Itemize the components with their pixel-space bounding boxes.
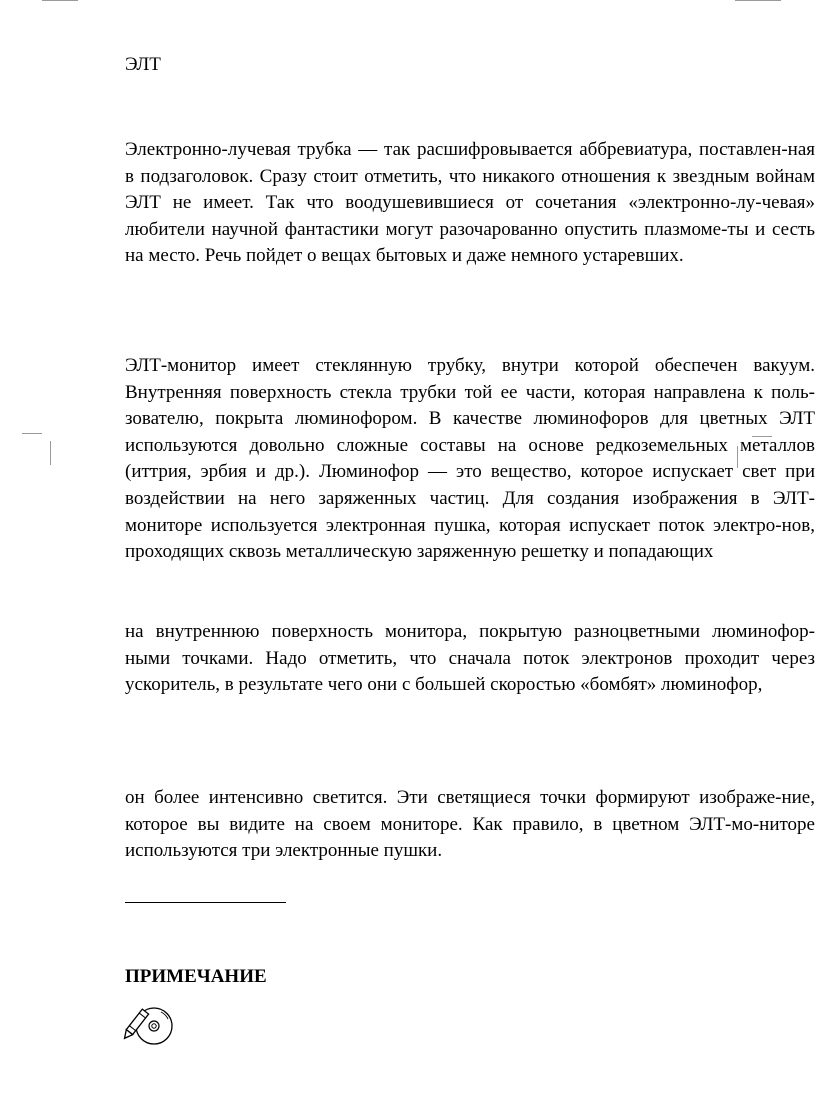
pencil-disc-icon — [117, 995, 193, 1047]
crop-mark — [42, 0, 78, 1]
paragraph: ЭЛТ-монитор имеет стеклянную трубку, внутри которой обеспечен вакуум. Внутренняя поверхность стекла трубки той ее части, которая направлена к поль-зователю, покрыта люминофором. В качестве люминофоров для цветных ЭЛТ используются довольно сложные составы на основе редкоземельных металлов (иттрия, эрбия и др.). Люминофор — это вещество, которое испускает свет при воздействии на него заряженных частиц. Для создания изображения в ЭЛТ-мониторе используется электронная пушка, которая испускает поток электро-нов, проходящих сквозь металлическую заряженную решетку и попадающих — [125, 355, 815, 563]
crop-mark — [735, 0, 781, 1]
note-title: ПРИМЕЧАНИЕ — [125, 966, 267, 987]
paragraph: Электронно-лучевая трубка — так расшифровывается аббревиатура, поставлен-ная в подзаголовок. Сразу стоит отметить, что никакого отношения к звездным войнам ЭЛТ не имеет. Так что воодушевившиеся от сочетания «электронно-лу-чевая» любители научной фантастики могут разочарованно опустить плазмоме-ты и сесть на место. Речь пойдет о вещах бытовых и даже немного устаревших. — [125, 139, 815, 267]
section-heading: ЭЛТ — [125, 54, 161, 75]
paragraph: на внутреннюю поверхность монитора, покрытую разноцветными люминофор-ными точками. Надо отметить, что сначала поток электронов проходит через ускоритель, в результате чего они с большей скоростью «бомбят» люминофор, — [125, 621, 815, 696]
paragraph: он более интенсивно светится. Эти светящиеся точки формируют изображе-ние, которое вы видите на своем мониторе. Как правило, в цветном ЭЛТ-мо-ниторе используются три электронные пушки. — [125, 787, 815, 862]
footnote-divider — [125, 902, 286, 903]
crop-mark — [50, 441, 51, 465]
crop-mark — [22, 433, 42, 434]
